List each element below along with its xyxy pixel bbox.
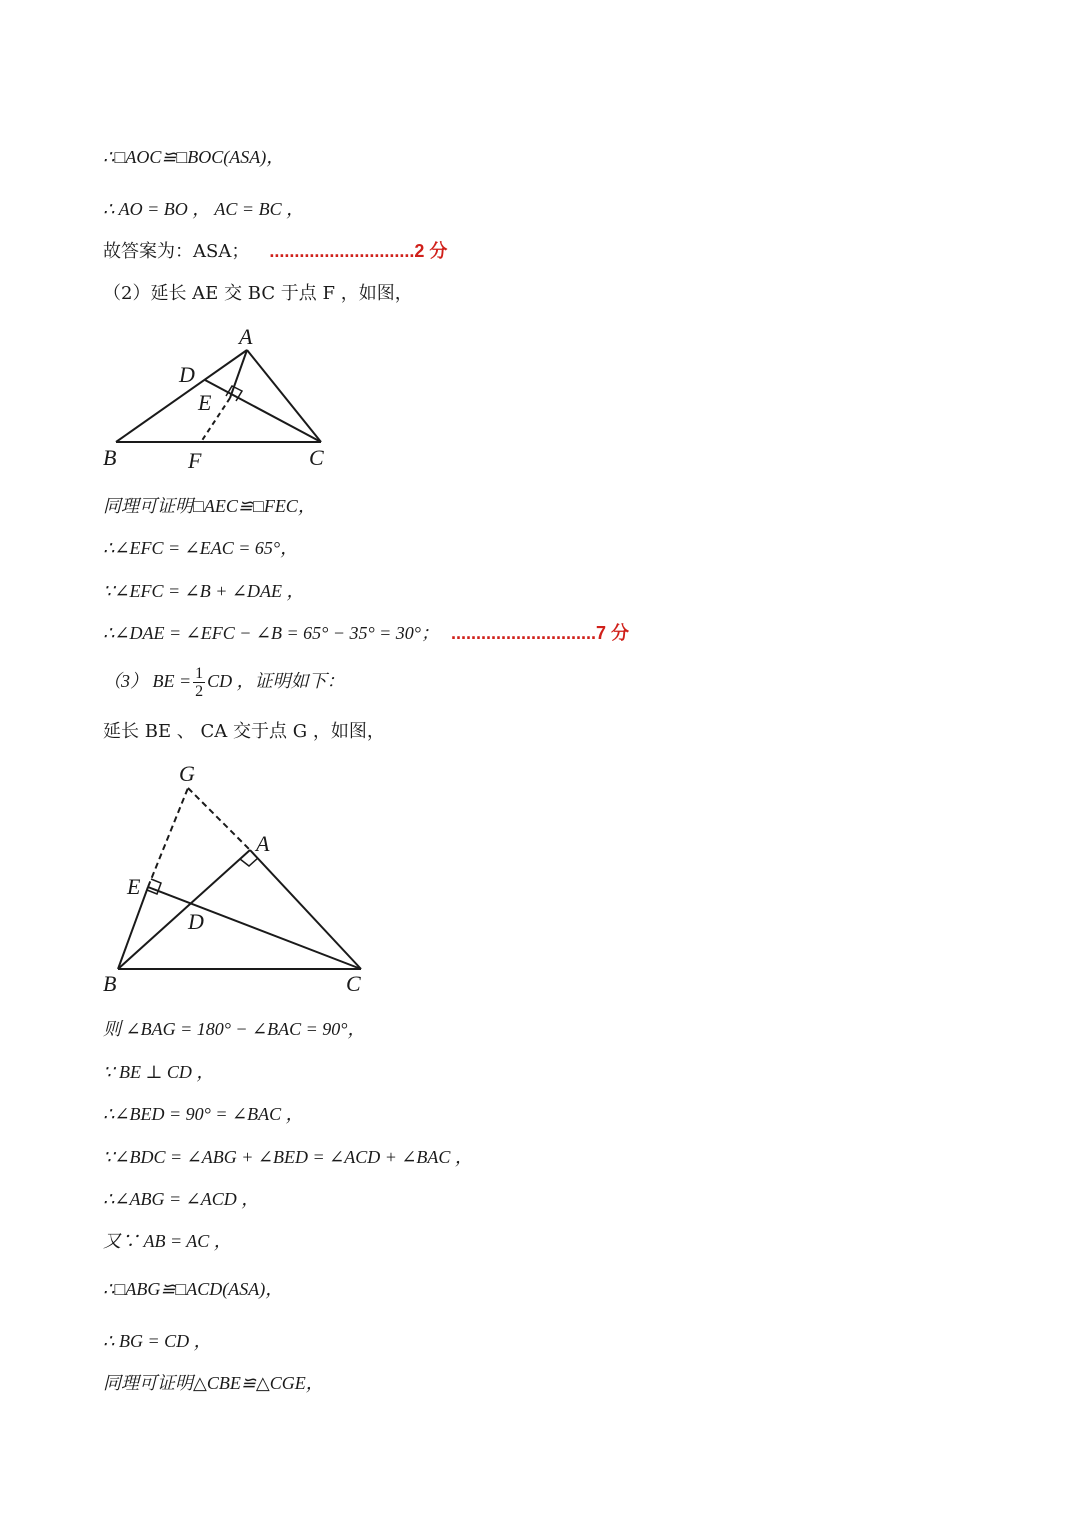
line-4: （2）延长 AE 交 BC 于点 F ，如图，: [103, 283, 413, 304]
line-11: 则 ∠BAG = 180° − ∠BAC = 90°，: [103, 1019, 366, 1039]
line-9-post: CD ，证明如下：: [207, 671, 345, 691]
label-c: C: [346, 971, 361, 996]
label-d: D: [179, 362, 195, 387]
line-12: ∵ BE ⊥ CD ，: [103, 1062, 215, 1082]
line-15: ∴∠ABG = ∠ACD ，: [103, 1189, 260, 1209]
line-9-pre: （3） BE =: [103, 671, 192, 691]
line-17: ∴□ABG≌□ACD(ASA)，: [103, 1279, 284, 1299]
segment-ac: [250, 850, 361, 969]
segment-ga-dashed: [188, 788, 250, 850]
segment-ae: [230, 350, 247, 398]
segment-ac: [247, 350, 321, 442]
line-9: [103, 662, 345, 701]
label-e: E: [127, 874, 141, 899]
line-2: ∴ AO = BO ， AC = BC ，: [103, 199, 305, 219]
label-f: F: [188, 448, 202, 473]
segment-eg-dashed: [148, 788, 188, 887]
line-13: ∴∠BED = 90° = ∠BAC ，: [103, 1104, 304, 1124]
label-a: A: [256, 831, 270, 856]
label-a: A: [239, 324, 253, 349]
label-b: B: [103, 445, 117, 470]
line-19: 同理可证明△CBE≌△CGE，: [103, 1373, 324, 1393]
line-18: ∴ BG = CD ，: [103, 1331, 212, 1351]
label-b: B: [103, 971, 117, 996]
figure-1: [95, 320, 345, 480]
figure-2: [95, 755, 385, 1000]
label-d: D: [188, 909, 204, 934]
line-10: 延长 BE 、 CA 交于点 G ，如图，: [103, 721, 385, 742]
line-7: ∵∠EFC = ∠B + ∠DAE ，: [103, 581, 305, 601]
line-1: ∴□AOC≌□BOC(ASA)，: [103, 147, 285, 167]
line-5: 同理可证明□AEC≌□FEC，: [103, 496, 316, 516]
line-8-text: ∴∠DAE = ∠EFC − ∠B = 65° − 35° = 30°；: [103, 623, 440, 643]
fraction-one-half: [193, 665, 205, 700]
label-e: E: [198, 390, 212, 415]
segment-cd: [205, 380, 321, 442]
fraction-numerator: 1: [195, 664, 204, 682]
line-3: [103, 239, 447, 264]
label-c: C: [309, 445, 324, 470]
line-6: ∴∠EFC = ∠EAC = 65°，: [103, 538, 299, 558]
line-8: [103, 621, 629, 646]
score-7: .............................7 分: [451, 623, 630, 643]
segment-ba: [118, 850, 250, 969]
fraction-denominator: 2: [195, 682, 204, 700]
segment-ec: [148, 887, 361, 969]
score-2: .............................2 分: [269, 241, 448, 261]
right-angle-mark-a: [240, 858, 258, 866]
line-16: 又∵ AB = AC ，: [103, 1231, 232, 1251]
label-g: G: [179, 761, 195, 786]
line-3-text: 故答案为：ASA；: [103, 241, 250, 262]
line-14: ∵∠BDC = ∠ABG + ∠BED = ∠ACD + ∠BAC ，: [103, 1147, 473, 1167]
